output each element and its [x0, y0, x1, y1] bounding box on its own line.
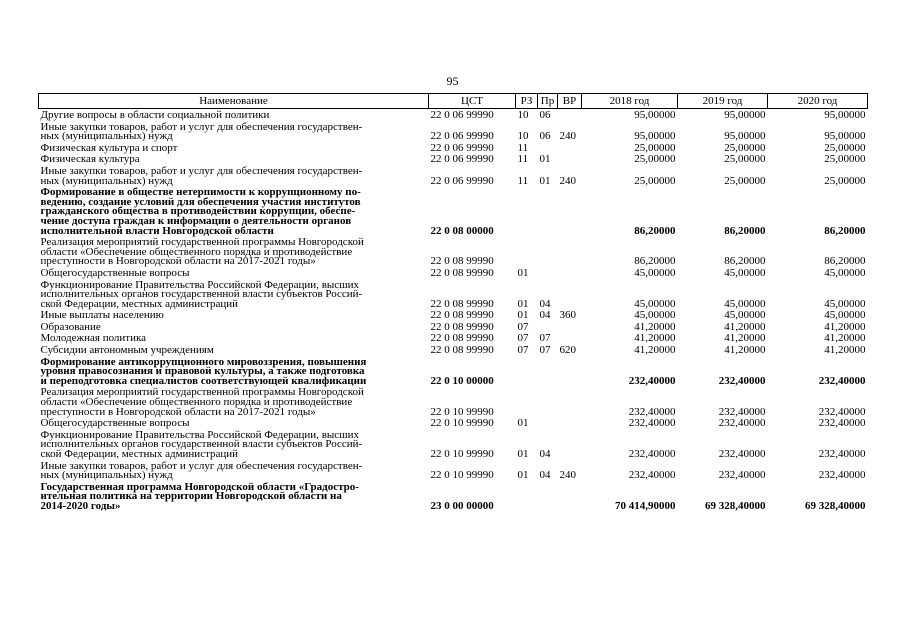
row-value-2018: 41,20000 [634, 320, 676, 333]
row-vr [558, 153, 582, 165]
row-value-2018: 232,40000 [628, 374, 676, 387]
row-value-2018: 86,20000 [634, 255, 676, 268]
row-rz: 10 [517, 109, 529, 121]
row-name: Образование [40, 320, 101, 333]
row-cst: 22 0 08 99990 [430, 332, 494, 345]
row-pr [538, 186, 558, 236]
row-value-2018: 232,40000 [628, 448, 676, 460]
table-body [39, 109, 868, 512]
row-value-2020: 41,20000 [824, 320, 866, 333]
table-row [39, 186, 868, 236]
row-vr: 240 [559, 130, 576, 143]
table-row [39, 165, 868, 186]
row-name: Государственная программа Новгородской области «Градостро- ительная политика на территории Новгородской области на 2014-2020 годы» [40, 480, 359, 512]
row-value-2020: 69 328,40000 [805, 499, 866, 512]
header-pr: Пр [538, 94, 558, 109]
table-header [39, 94, 868, 109]
row-value-2019: 45,00000 [724, 297, 766, 310]
row-vr: 240 [559, 469, 576, 482]
row-value-2020: 45,00000 [824, 266, 866, 279]
row-cst: 22 0 08 00000 [430, 224, 494, 237]
row-value-2019: 95,00000 [724, 109, 766, 121]
row-vr [558, 321, 582, 333]
row-vr [558, 236, 582, 267]
row-cst: 22 0 10 99990 [430, 448, 494, 460]
row-pr: 07 [539, 344, 551, 357]
row-rz: 07 [517, 320, 529, 333]
row-name: Формирование антикоррупционного мировоззрения, повышения уровня правосознания и правовой культуры, а также подготовка и переподготовка специалистов соответствующей квалификации [40, 355, 367, 387]
row-value-2020: 25,00000 [824, 141, 866, 154]
header-2019: 2019 год [678, 94, 768, 109]
row-value-2018: 232,40000 [628, 417, 676, 430]
header-2018: 2018 год [582, 94, 678, 109]
table-row [39, 279, 868, 310]
row-cst: 22 0 08 99990 [430, 297, 494, 310]
row-rz: 01 [517, 266, 529, 279]
row-pr: 04 [539, 448, 551, 460]
row-pr [538, 321, 558, 333]
row-value-2019: 69 328,40000 [705, 499, 766, 512]
row-value-2019: 41,20000 [724, 344, 766, 357]
row-rz: 10 [517, 130, 529, 143]
row-name: Иные закупки товаров, работ и услуг для обеспечения государствен- ных (муниципальных) нужд [40, 459, 363, 482]
row-name: Физическая культура и спорт [40, 141, 178, 154]
row-value-2019: 45,00000 [724, 266, 766, 279]
row-name: Функционирование Правительства Российской Федерации, высших исполнительных органов государственной власти субъектов Россий- ской Федерации, местных администраций [40, 278, 363, 310]
row-vr [558, 429, 582, 460]
table-row [39, 309, 868, 321]
row-cst: 23 0 00 00000 [430, 499, 494, 512]
row-pr [538, 356, 558, 387]
row-value-2018: 86,20000 [634, 224, 676, 237]
row-pr [538, 417, 558, 429]
row-name: Общегосударственные вопросы [40, 266, 190, 279]
row-rz: 11 [517, 174, 529, 187]
row-cst: 22 0 08 99990 [430, 255, 494, 268]
row-vr [558, 386, 582, 417]
row-value-2019: 232,40000 [718, 469, 766, 482]
row-pr: 04 [539, 309, 551, 322]
table-row [39, 142, 868, 154]
row-cst: 22 0 10 00000 [430, 374, 494, 387]
table-row [39, 386, 868, 417]
row-name: Функционирование Правительства Российской Федерации, высших исполнительных органов государственной власти субъектов Россий- ской Федерации, местных администраций [40, 428, 363, 460]
row-pr [538, 142, 558, 154]
row-value-2020: 232,40000 [818, 448, 866, 460]
row-vr: 240 [559, 174, 576, 187]
row-name: Реализация мероприятий государственной программы Новгородской области «Обеспечение общественного порядка и противодействие преступности в Новгородской области на 2017-2021 годы» [40, 386, 364, 418]
row-value-2020: 232,40000 [818, 417, 866, 430]
header-name: Наименование [39, 94, 429, 109]
row-rz [516, 386, 538, 417]
page-number: 95 [446, 74, 459, 88]
row-pr: 07 [539, 332, 551, 345]
row-value-2018: 45,00000 [634, 297, 676, 310]
row-vr [558, 332, 582, 344]
row-vr: 360 [559, 309, 576, 322]
row-vr [558, 109, 582, 121]
row-cst: 22 0 06 99990 [430, 153, 494, 166]
row-vr [558, 142, 582, 154]
row-value-2019: 232,40000 [718, 374, 766, 387]
table-row [39, 332, 868, 344]
header-cst: ЦСТ [429, 94, 516, 109]
row-value-2018: 41,20000 [634, 332, 676, 345]
row-vr [558, 356, 582, 387]
header-2020: 2020 год [768, 94, 868, 109]
row-pr [538, 386, 558, 417]
row-name: Другие вопросы в области социальной политики [40, 109, 270, 121]
row-cst: 22 0 10 99990 [430, 469, 494, 482]
row-name: Субсидии автономным учреждениям [40, 344, 214, 357]
row-cst: 22 0 08 99990 [430, 266, 494, 279]
table-row [39, 321, 868, 333]
row-value-2020: 45,00000 [824, 297, 866, 310]
row-value-2019: 95,00000 [724, 130, 766, 143]
row-name: Общегосударственные вопросы [40, 417, 190, 430]
row-pr: 01 [539, 174, 551, 187]
row-value-2019: 41,20000 [724, 320, 766, 333]
row-rz: 01 [517, 417, 529, 430]
row-value-2018: 45,00000 [634, 309, 676, 322]
row-rz: 07 [517, 344, 529, 357]
row-name: Физическая культура [40, 153, 140, 166]
row-value-2020: 41,20000 [824, 332, 866, 345]
row-cst: 22 0 06 99990 [430, 109, 494, 121]
header-vr: ВР [558, 94, 582, 109]
row-value-2018: 70 414,90000 [615, 499, 676, 512]
row-value-2019: 41,20000 [724, 332, 766, 345]
row-value-2018: 45,00000 [634, 266, 676, 279]
row-pr [538, 481, 558, 512]
row-value-2018: 25,00000 [634, 153, 676, 166]
row-name: Иные закупки товаров, работ и услуг для обеспечения государствен- ных (муниципальных) нужд [40, 164, 363, 187]
table-row [39, 153, 868, 165]
row-rz: 01 [517, 469, 529, 482]
table-row [39, 460, 868, 481]
row-rz: 11 [517, 141, 529, 154]
row-value-2019: 25,00000 [724, 141, 766, 154]
row-rz [516, 356, 538, 387]
row-name: Молодежная политика [40, 332, 147, 345]
row-value-2018: 25,00000 [634, 141, 676, 154]
row-value-2019: 25,00000 [724, 153, 766, 166]
row-cst: 22 0 08 99990 [430, 309, 494, 322]
row-pr: 06 [539, 109, 551, 121]
row-value-2020: 45,00000 [824, 309, 866, 322]
row-pr: 04 [539, 469, 551, 482]
row-value-2020: 25,00000 [824, 153, 866, 166]
row-value-2020: 95,00000 [824, 130, 866, 143]
row-pr: 01 [539, 153, 551, 166]
table-row [39, 267, 868, 279]
row-value-2018: 25,00000 [634, 174, 676, 187]
row-value-2018: 41,20000 [634, 344, 676, 357]
row-rz: 01 [517, 309, 529, 322]
row-name: Иные выплаты населению [40, 309, 164, 322]
row-value-2020: 41,20000 [824, 344, 866, 357]
row-pr [538, 267, 558, 279]
row-cst: 22 0 08 99990 [430, 344, 494, 357]
table-row [39, 121, 868, 142]
row-pr: 04 [539, 297, 551, 310]
row-rz: 01 [517, 448, 529, 460]
row-cst: 22 0 06 99990 [430, 130, 494, 143]
budget-table [38, 93, 868, 512]
table-row [39, 344, 868, 356]
row-value-2018: 232,40000 [628, 469, 676, 482]
row-value-2020: 86,20000 [824, 255, 866, 268]
row-value-2020: 95,00000 [824, 109, 866, 121]
row-vr [558, 279, 582, 310]
row-vr [558, 481, 582, 512]
row-cst: 22 0 08 99990 [430, 320, 494, 333]
row-value-2019: 86,20000 [724, 255, 766, 268]
row-cst: 22 0 10 99990 [430, 405, 494, 418]
row-value-2019: 232,40000 [718, 448, 766, 460]
row-value-2019: 232,40000 [718, 405, 766, 418]
row-value-2019: 86,20000 [724, 224, 766, 237]
row-value-2019: 45,00000 [724, 309, 766, 322]
row-vr [558, 417, 582, 429]
row-cst: 22 0 06 99990 [430, 141, 494, 154]
header-rz: РЗ [516, 94, 538, 109]
row-rz: 11 [517, 153, 529, 166]
row-pr: 06 [539, 130, 551, 143]
row-value-2020: 232,40000 [818, 469, 866, 482]
table-row [39, 481, 868, 512]
row-value-2018: 95,00000 [634, 130, 676, 143]
table-row [39, 236, 868, 267]
row-cst: 22 0 06 99990 [430, 174, 494, 187]
table-row [39, 356, 868, 387]
table-row [39, 417, 868, 429]
row-rz [516, 481, 538, 512]
row-rz: 01 [517, 297, 529, 310]
row-rz [516, 236, 538, 267]
row-value-2020: 232,40000 [818, 405, 866, 418]
row-cst: 22 0 10 99990 [430, 417, 494, 430]
row-vr [558, 186, 582, 236]
row-value-2018: 95,00000 [634, 109, 676, 121]
row-value-2020: 25,00000 [824, 174, 866, 187]
row-pr [538, 236, 558, 267]
row-vr: 620 [559, 344, 576, 357]
row-name: Иные закупки товаров, работ и услуг для обеспечения государствен- ных (муниципальных) нужд [40, 120, 363, 143]
row-value-2018: 232,40000 [628, 405, 676, 418]
row-value-2019: 232,40000 [718, 417, 766, 430]
row-value-2019: 25,00000 [724, 174, 766, 187]
row-rz: 07 [517, 332, 529, 345]
table-row [39, 109, 868, 121]
row-value-2020: 86,20000 [824, 224, 866, 237]
row-value-2020: 232,40000 [818, 374, 866, 387]
table-row [39, 429, 868, 460]
row-name: Реализация мероприятий государственной программы Новгородской области «Обеспечение общественного порядка и противодействие преступности в Новгородской области на 2017-2021 годы» [40, 236, 364, 268]
row-name: Формирование в обществе нетерпимости к коррупционному по- ведению, создание условий для обеспечения участия институтов гражданского общества в противодействии коррупции, обеспе- чение доступа граждан к информации о деятельности органов исполнительной власти Новгородской области [40, 186, 361, 237]
row-rz [516, 186, 538, 236]
row-vr [558, 267, 582, 279]
